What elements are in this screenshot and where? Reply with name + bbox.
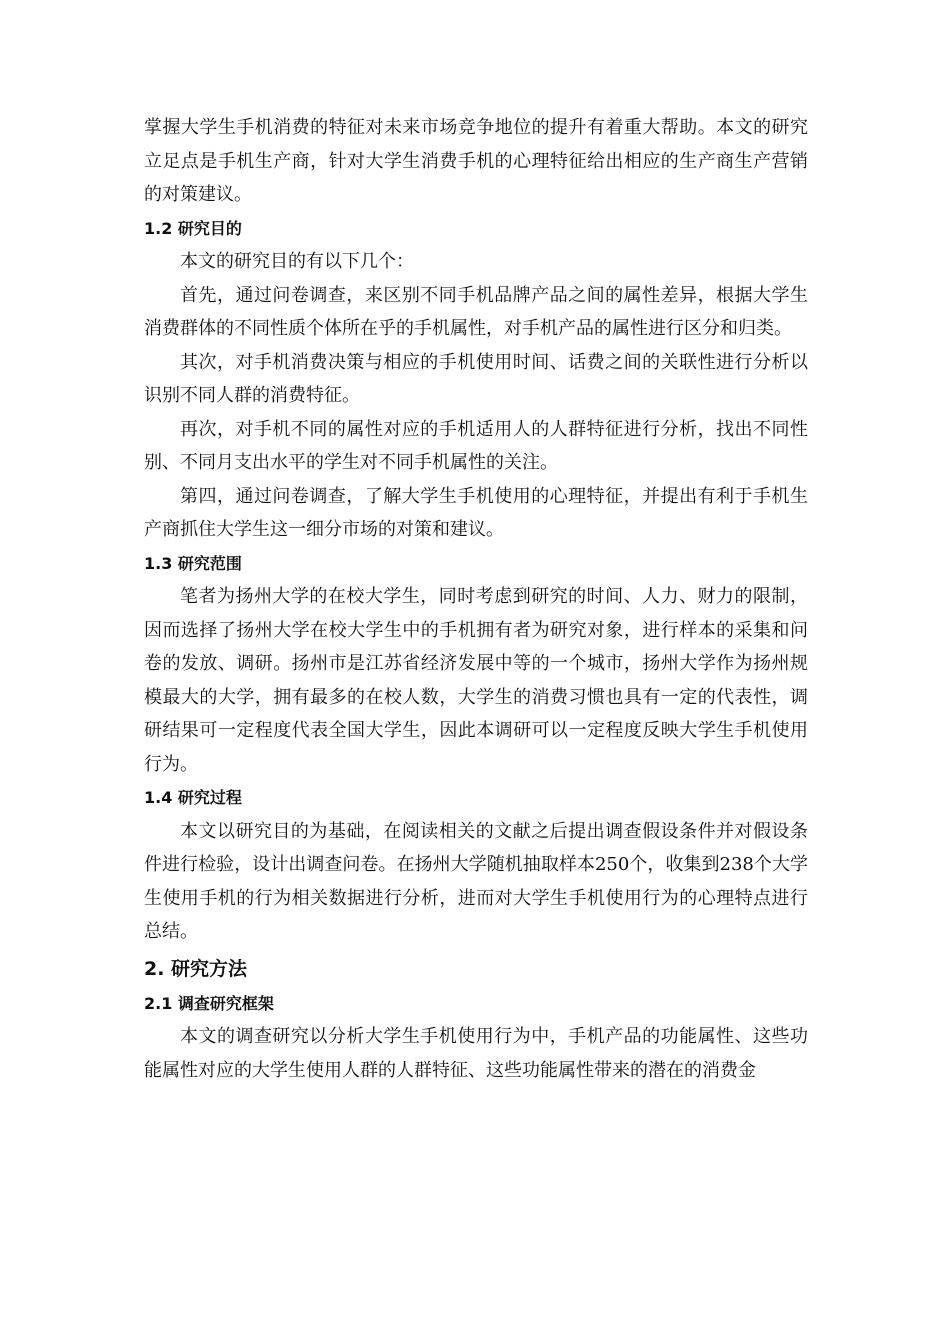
section-heading-1-3: 1.3 研究范围 bbox=[144, 553, 242, 573]
chapter-heading-2: 2. 研究方法 bbox=[144, 957, 248, 980]
section-heading-1-2: 1.2 研究目的 bbox=[144, 218, 242, 238]
body-paragraph: 其次，对手机消费决策与相应的手机使用时间、话费之间的关联性进行分析以识别不同人群的消费特征。 bbox=[144, 351, 808, 406]
body-paragraph: 再次，对手机不同的属性对应的手机适用人的人群特征进行分析，找出不同性别、不同月支出水平的学生对不同手机属性的关注。 bbox=[144, 418, 808, 473]
body-paragraph: 本文以研究目的为基础，在阅读相关的文献之后提出调查假设条件并对假设条件进行检验，设计出调查问卷。在扬州大学随机抽取样本250个，收集到238个大学生使用手机的行为相关数据进行分析，进而对大学生手机使用行为的心理特点进行总结。 bbox=[144, 820, 808, 942]
body-paragraph: 第四，通过问卷调查，了解大学生手机使用的心理特征，并提出有利于手机生产商抓住大学生这一细分市场的对策和建议。 bbox=[144, 485, 808, 540]
body-paragraph: 本文的研究目的有以下几个： bbox=[180, 251, 414, 272]
body-paragraph: 本文的调查研究以分析大学生手机使用行为中，手机产品的功能属性、这些功能属性对应的大学生使用人群的人群特征、这些功能属性带来的潜在的消费金 bbox=[144, 1026, 808, 1081]
section-heading-1-4: 1.4 研究过程 bbox=[144, 788, 242, 807]
section-heading-2-1: 2.1 调查研究框架 bbox=[144, 993, 274, 1013]
body-paragraph: 首先，通过问卷调查，来区别不同手机品牌产品之间的属性差异，根据大学生消费群体的不同性质个体所在乎的手机属性，对手机产品的属性进行区分和归类。 bbox=[144, 284, 808, 339]
document-page bbox=[144, 111, 808, 1087]
body-paragraph: 笔者为扬州大学的在校大学生，同时考虑到研究的时间、人力、财力的限制，因而选择了扬州大学在校大学生中的手机拥有者为研究对象，进行样本的采集和问卷的发放、调研。扬州市是江苏省经济发展中等的一个城市，扬州大学作为扬州规模最大的大学，拥有最多的在校人数，大学生的消费习惯也具有一定的代表性，调研结果可一定程度代表全国大学生，因此本调研可以一定程度反映大学生手机使用行为。 bbox=[144, 586, 808, 775]
intro-paragraph: 掌握大学生手机消费的特征对未来市场竞争地位的提升有着重大帮助。本文的研究立足点是手机生产商，针对大学生消费手机的心理特征给出相应的生产商生产营销的对策建议。 bbox=[144, 117, 808, 205]
